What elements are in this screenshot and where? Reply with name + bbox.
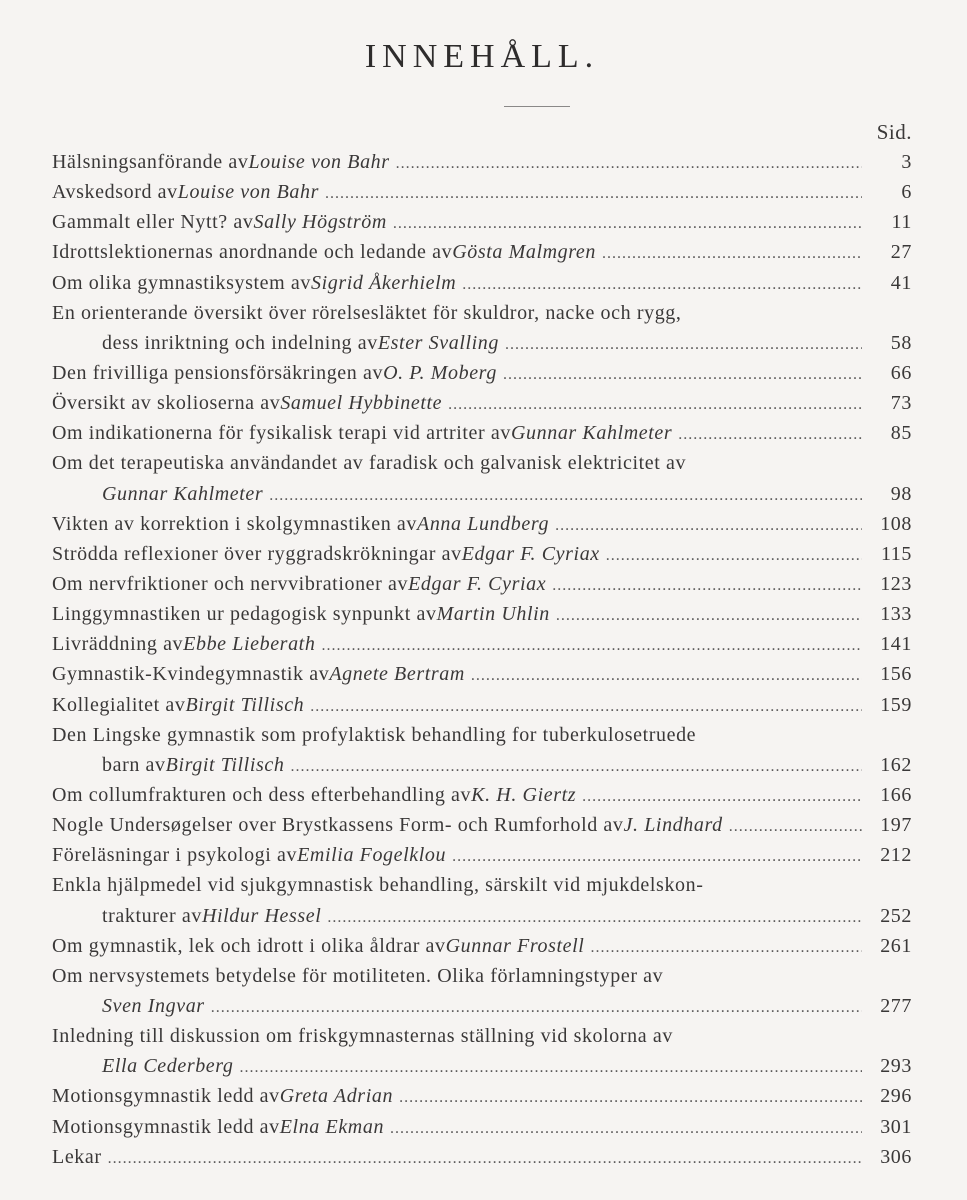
entry-page-number: 115 xyxy=(880,542,912,565)
entry-author: Emilia Fogelklou xyxy=(297,844,447,867)
toc-entry-line xyxy=(52,901,912,931)
entry-page-number: 293 xyxy=(880,1055,912,1078)
entry-page-number: 58 xyxy=(890,331,912,354)
dot-leader xyxy=(452,842,862,872)
entry-title: Inledning till diskussion om friskgymnasternas ställning vid skolorna av xyxy=(52,1025,673,1048)
toc-entry-line xyxy=(52,358,912,388)
entry-author: Ella Cederberg xyxy=(102,1055,234,1078)
entry-page-number: 252 xyxy=(880,904,912,927)
entry-author: Greta Adrian xyxy=(279,1085,394,1108)
entry-title: Om collumfrakturen och dess efterbehandling av xyxy=(52,783,472,806)
entry-author: Birgit Tillisch xyxy=(185,693,305,716)
entry-page-number: 159 xyxy=(880,693,912,716)
entry-author: Louise von Bahr xyxy=(248,151,390,173)
entry-title: Hälsningsanförande av xyxy=(52,151,249,173)
entry-title: En orienterande översikt över rörelsesläktet för skuldror, nacke och rygg, xyxy=(52,301,682,324)
entry-title: Avskedsord av xyxy=(52,181,178,204)
toc-entry-line xyxy=(52,931,912,961)
entry-title: Nogle Undersøgelser over Brystkassens Form- och Rumforhold av xyxy=(52,814,624,837)
toc-entry-line xyxy=(52,599,912,629)
entry-author: Anna Lundberg xyxy=(417,512,550,535)
dot-leader xyxy=(290,752,862,782)
toc-entry-line xyxy=(52,147,912,177)
dot-leader xyxy=(321,631,862,661)
entry-author: Sally Högström xyxy=(253,211,387,234)
toc-entry-line xyxy=(52,810,912,840)
dot-leader xyxy=(327,903,862,933)
toc-entry-line xyxy=(52,1112,912,1142)
entry-page-number: 306 xyxy=(880,1145,912,1168)
dot-leader xyxy=(269,481,862,511)
toc-entry-line xyxy=(52,268,912,298)
toc-entry-line xyxy=(52,539,912,569)
entry-page-number: 133 xyxy=(880,603,912,626)
toc-entry-line xyxy=(52,1051,912,1081)
entry-title: Idrottslektionernas anordnande och ledande av xyxy=(52,241,453,264)
entry-author: Hildur Hessel xyxy=(201,904,322,927)
dot-leader xyxy=(503,360,862,390)
entry-author: J. Lindhard xyxy=(623,814,723,837)
toc-entry-line xyxy=(52,448,912,478)
entry-author: Louise von Bahr xyxy=(177,181,319,204)
toc-entry-line xyxy=(52,479,912,509)
entry-page-number: 108 xyxy=(880,512,912,535)
entry-page-number: 6 xyxy=(901,181,912,204)
page-column-header: Sid. xyxy=(876,120,912,144)
entry-page-number: 123 xyxy=(880,572,912,595)
toc-entry-line xyxy=(52,750,912,780)
entry-title: Vikten av korrektion i skolgymnastiken av xyxy=(52,512,417,535)
entry-author: Birgit Tillisch xyxy=(165,753,285,776)
dot-leader xyxy=(556,601,862,631)
entry-title: Gymnastik-Kvindegymnastik av xyxy=(52,663,330,686)
entry-author: Martin Uhlin xyxy=(436,603,550,626)
toc-entry-line xyxy=(52,207,912,237)
entry-author: Gunnar Frostell xyxy=(445,934,585,957)
entry-page-number: 261 xyxy=(880,934,912,957)
entry-author: Samuel Hybbinette xyxy=(280,392,443,415)
dot-leader xyxy=(590,933,862,963)
entry-author: Elna Ekman xyxy=(279,1115,385,1138)
toc-entry-line xyxy=(52,569,912,599)
toc-entry-line xyxy=(52,1081,912,1111)
entry-author: Sigrid Åkerhielm xyxy=(310,271,457,294)
dot-leader xyxy=(602,239,862,269)
entry-author: Ebbe Lieberath xyxy=(183,633,316,656)
dot-leader xyxy=(729,812,862,842)
toc-entry-line xyxy=(52,659,912,689)
toc-entry-line xyxy=(52,991,912,1021)
entry-page-number: 141 xyxy=(880,633,912,656)
entry-page-number: 197 xyxy=(880,814,912,837)
table-of-contents xyxy=(52,147,912,1172)
entry-title: Strödda reflexioner över ryggradskrökningar av xyxy=(52,542,462,565)
entry-page-number: 66 xyxy=(890,361,912,384)
toc-entry-line xyxy=(52,418,912,448)
entry-author: Gösta Malmgren xyxy=(452,241,596,264)
toc-entry-line xyxy=(52,690,912,720)
dot-leader xyxy=(555,511,862,541)
dot-leader xyxy=(240,1053,862,1083)
entry-title: Gammalt eller Nytt? av xyxy=(52,211,254,234)
entry-page-number: 73 xyxy=(890,392,912,415)
dot-leader xyxy=(393,209,862,239)
entry-title: Linggymnastiken ur pedagogisk synpunkt av xyxy=(52,603,437,626)
entry-author: Agnete Bertram xyxy=(329,663,465,686)
dot-leader xyxy=(462,270,862,300)
dot-leader xyxy=(108,1144,862,1174)
entry-page-number: 41 xyxy=(890,271,912,294)
entry-page-number: 162 xyxy=(880,753,912,776)
toc-entry-line xyxy=(52,629,912,659)
toc-entry-line xyxy=(52,388,912,418)
entry-title: Kollegialitet av xyxy=(52,693,186,716)
entry-title: Motionsgymnastik ledd av xyxy=(52,1115,280,1138)
entry-author: Ester Svalling xyxy=(377,331,500,354)
dot-leader xyxy=(390,1114,862,1144)
toc-entry-line xyxy=(52,720,912,750)
entry-page-number: 301 xyxy=(880,1115,912,1138)
toc-entry-line xyxy=(52,961,912,991)
entry-page-number: 166 xyxy=(880,783,912,806)
entry-title: Föreläsningar i psykologi av xyxy=(52,844,298,867)
entry-title: Om indikationerna för fysikalisk terapi vid artriter av xyxy=(52,422,511,445)
entry-page-number: 3 xyxy=(901,151,912,173)
toc-entry-line xyxy=(52,177,912,207)
dot-leader xyxy=(396,149,862,179)
entry-title: Om nervsystemets betydelse för motiliteten. Olika förlamningstyper av xyxy=(52,964,664,987)
entry-title: trakturer av xyxy=(102,904,202,927)
dot-leader xyxy=(448,390,862,420)
entry-page-number: 277 xyxy=(880,994,912,1017)
entry-author: Edgar F. Cyriax xyxy=(408,572,547,595)
entry-page-number: 296 xyxy=(880,1085,912,1108)
title-divider xyxy=(504,106,570,107)
entry-author: Sven Ingvar xyxy=(102,994,205,1017)
dot-leader xyxy=(505,330,862,360)
dot-leader xyxy=(399,1083,862,1113)
entry-title: Om olika gymnastiksystem av xyxy=(52,271,311,294)
toc-entry-line xyxy=(52,780,912,810)
dot-leader xyxy=(471,661,862,691)
dot-leader xyxy=(678,420,862,450)
entry-author: O. P. Moberg xyxy=(383,361,497,384)
entry-author: Edgar F. Cyriax xyxy=(461,542,600,565)
entry-page-number: 98 xyxy=(890,482,912,505)
entry-title: dess inriktning och indelning av xyxy=(102,331,378,354)
dot-leader xyxy=(582,782,862,812)
entry-title: Om det terapeutiska användandet av faradisk och galvanisk elektricitet av xyxy=(52,452,687,475)
toc-entry-line xyxy=(52,328,912,358)
dot-leader xyxy=(325,179,862,209)
page-title: INNEHÅLL. xyxy=(364,38,600,75)
entry-title: Motionsgymnastik ledd av xyxy=(52,1085,280,1108)
entry-title: Om gymnastik, lek och idrott i olika åldrar av xyxy=(52,934,446,957)
entry-title: Enkla hjälpmedel vid sjukgymnastisk behandling, särskilt vid mjukdelskon- xyxy=(52,874,704,897)
entry-author: Gunnar Kahlmeter xyxy=(510,422,673,445)
toc-entry-line xyxy=(52,840,912,870)
entry-title: barn av xyxy=(102,753,166,776)
entry-page-number: 212 xyxy=(880,844,912,867)
entry-author: K. H. Giertz xyxy=(471,783,577,806)
dot-leader xyxy=(552,571,862,601)
dot-leader xyxy=(606,541,862,571)
dot-leader xyxy=(310,692,862,722)
entry-author: Gunnar Kahlmeter xyxy=(102,482,264,505)
entry-title: Den frivilliga pensionsförsäkringen av xyxy=(52,361,384,384)
toc-entry-line xyxy=(52,509,912,539)
entry-title: Om nervfriktioner och nervvibrationer av xyxy=(52,572,409,595)
entry-page-number: 11 xyxy=(891,211,912,234)
entry-page-number: 85 xyxy=(890,422,912,445)
entry-title: Den Lingske gymnastik som profylaktisk behandling for tuberkulosetruede xyxy=(52,723,697,746)
toc-entry-line xyxy=(52,870,912,900)
entry-page-number: 27 xyxy=(890,241,912,264)
entry-title: Översikt av skolioserna av xyxy=(52,392,281,415)
entry-title: Lekar xyxy=(52,1145,102,1168)
toc-entry-line xyxy=(52,298,912,328)
toc-entry-line xyxy=(52,1142,912,1172)
toc-entry-line xyxy=(52,1021,912,1051)
entry-page-number: 156 xyxy=(880,663,912,686)
dot-leader xyxy=(211,993,862,1023)
toc-entry-line xyxy=(52,237,912,267)
entry-title: Livräddning av xyxy=(52,633,184,656)
